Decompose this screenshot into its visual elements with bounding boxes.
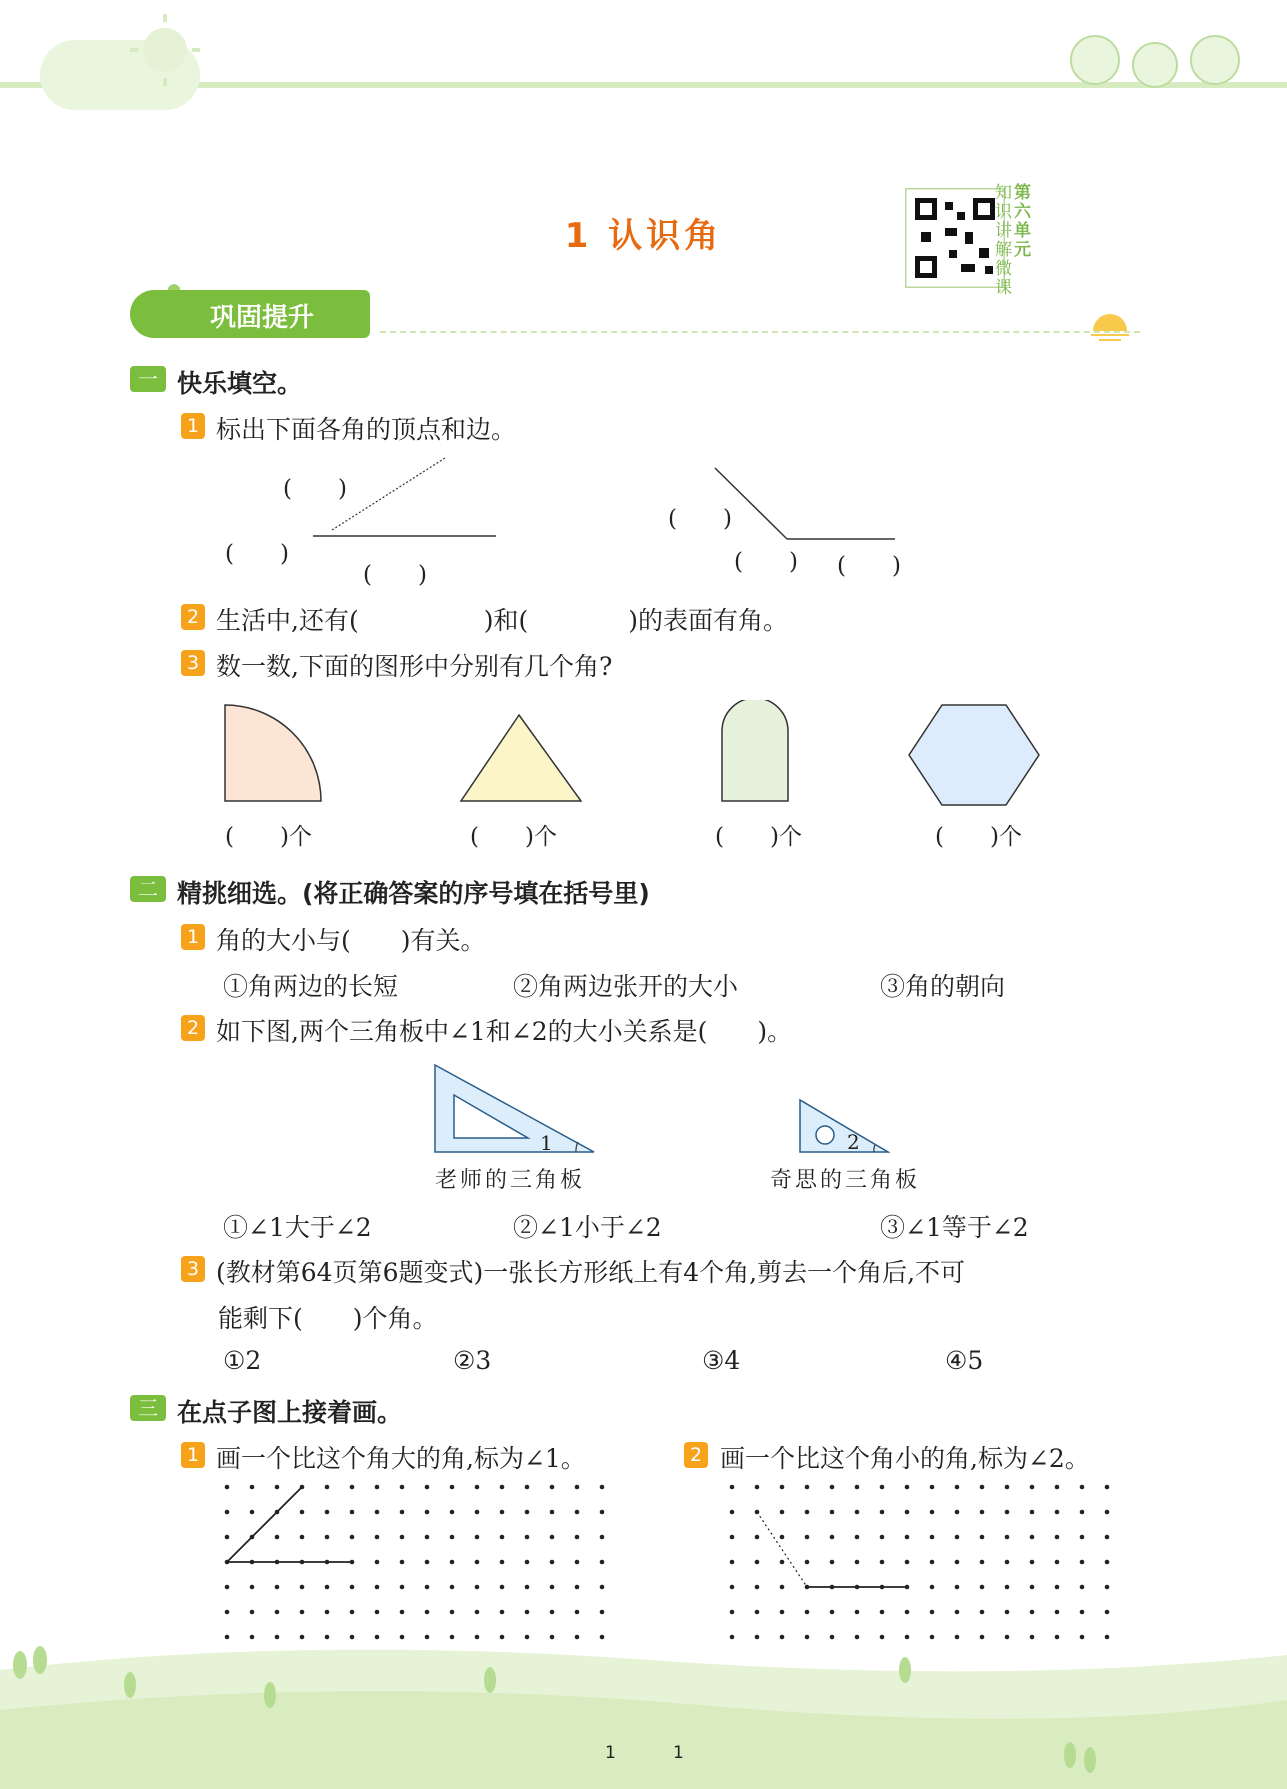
grid-dot[interactable] bbox=[1030, 1585, 1035, 1590]
grid-dot[interactable] bbox=[350, 1610, 355, 1615]
grid-dot[interactable] bbox=[780, 1585, 785, 1590]
grid-dot[interactable] bbox=[930, 1585, 935, 1590]
grid-dot[interactable] bbox=[275, 1485, 280, 1490]
question-text: (教材第64页第6题变式)一张长方形纸上有4个角,剪去一个角后,不可 bbox=[216, 1258, 966, 1287]
grid-dot[interactable] bbox=[400, 1610, 405, 1615]
grid-dot[interactable] bbox=[780, 1510, 785, 1515]
grid-dot[interactable] bbox=[730, 1510, 735, 1515]
grid-dot[interactable] bbox=[880, 1485, 885, 1490]
grid-dot[interactable] bbox=[425, 1560, 430, 1565]
grid-dot[interactable] bbox=[400, 1560, 405, 1565]
grid-dot[interactable] bbox=[755, 1535, 760, 1540]
grid-dot[interactable] bbox=[1005, 1485, 1010, 1490]
grid-dot[interactable] bbox=[600, 1535, 605, 1540]
grid-dot[interactable] bbox=[400, 1485, 405, 1490]
grid-dot[interactable] bbox=[980, 1535, 985, 1540]
angle-figure-2 bbox=[700, 460, 920, 540]
question-text: 标出下面各角的顶点和边。 bbox=[216, 415, 517, 444]
animals-icon bbox=[1060, 20, 1260, 90]
grid-dot[interactable] bbox=[905, 1610, 910, 1615]
grid-dot[interactable] bbox=[325, 1585, 330, 1590]
grid-dot[interactable] bbox=[930, 1485, 935, 1490]
grid-dot[interactable] bbox=[1055, 1585, 1060, 1590]
grid-dot[interactable] bbox=[730, 1535, 735, 1540]
grid-dot[interactable] bbox=[575, 1610, 580, 1615]
grid-dot[interactable] bbox=[425, 1585, 430, 1590]
grid-dot[interactable] bbox=[550, 1535, 555, 1540]
grid-dot[interactable] bbox=[325, 1535, 330, 1540]
grid-dot[interactable] bbox=[275, 1610, 280, 1615]
blank[interactable]: ( ) bbox=[363, 562, 427, 588]
grid-dot[interactable] bbox=[525, 1560, 530, 1565]
grid-dot[interactable] bbox=[780, 1485, 785, 1490]
grid-dot[interactable] bbox=[905, 1535, 910, 1540]
grid-dot[interactable] bbox=[1030, 1485, 1035, 1490]
page-number: 1 bbox=[605, 1743, 616, 1763]
question-text: 生活中,还有( )和( )的表面有角。 bbox=[216, 606, 788, 635]
grid-dot[interactable] bbox=[300, 1535, 305, 1540]
grid-dot[interactable] bbox=[450, 1610, 455, 1615]
grid-dot[interactable] bbox=[805, 1610, 810, 1615]
grid-dot[interactable] bbox=[550, 1610, 555, 1615]
grid-dot[interactable] bbox=[1055, 1610, 1060, 1615]
grid-dot[interactable] bbox=[1080, 1510, 1085, 1515]
qr-code-icon[interactable] bbox=[905, 188, 1005, 288]
grid-dot[interactable] bbox=[250, 1585, 255, 1590]
grid-dot[interactable] bbox=[930, 1560, 935, 1565]
page-title: 1 认识角 bbox=[564, 216, 723, 256]
blank[interactable]: ( ) bbox=[668, 506, 732, 532]
grid-dot[interactable] bbox=[600, 1610, 605, 1615]
grid-dot[interactable] bbox=[500, 1510, 505, 1515]
grid-dot[interactable] bbox=[450, 1510, 455, 1515]
grid-dot[interactable] bbox=[325, 1510, 330, 1515]
grid-dot[interactable] bbox=[855, 1485, 860, 1490]
grid-dot[interactable] bbox=[575, 1510, 580, 1515]
grid-dot[interactable] bbox=[550, 1485, 555, 1490]
grid-dot[interactable] bbox=[1080, 1610, 1085, 1615]
grid-dot[interactable] bbox=[475, 1560, 480, 1565]
grid-dot[interactable] bbox=[350, 1585, 355, 1590]
grid-dot[interactable] bbox=[525, 1510, 530, 1515]
grid-dot[interactable] bbox=[450, 1560, 455, 1565]
grid-dot[interactable] bbox=[600, 1485, 605, 1490]
grid-dot[interactable] bbox=[955, 1535, 960, 1540]
question-number: 2 bbox=[181, 604, 205, 630]
sunset-icon bbox=[1085, 305, 1135, 345]
grid-dot[interactable] bbox=[905, 1560, 910, 1565]
grid-dot[interactable] bbox=[1080, 1585, 1085, 1590]
grid-dot[interactable] bbox=[880, 1610, 885, 1615]
grid-dot[interactable] bbox=[905, 1485, 910, 1490]
grid-dot[interactable] bbox=[1030, 1610, 1035, 1615]
grid-dot[interactable] bbox=[1105, 1510, 1110, 1515]
grid-dot[interactable] bbox=[525, 1485, 530, 1490]
grid-dot[interactable] bbox=[855, 1535, 860, 1540]
option[interactable]: ③∠1等于∠2 bbox=[880, 1213, 1029, 1242]
grid-dot[interactable] bbox=[375, 1585, 380, 1590]
grid-dot[interactable] bbox=[780, 1560, 785, 1565]
grid-dot[interactable] bbox=[1105, 1560, 1110, 1565]
grid-dot[interactable] bbox=[780, 1535, 785, 1540]
grid-dot[interactable] bbox=[1030, 1535, 1035, 1540]
section-badge: 二 bbox=[130, 876, 166, 902]
grid-dot[interactable] bbox=[600, 1510, 605, 1515]
grid-dot[interactable] bbox=[375, 1510, 380, 1515]
grid-dot[interactable] bbox=[830, 1610, 835, 1615]
blank[interactable]: ( ) bbox=[283, 476, 347, 502]
grid-dot[interactable] bbox=[955, 1610, 960, 1615]
grid-dot[interactable] bbox=[275, 1535, 280, 1540]
grid-dot[interactable] bbox=[525, 1535, 530, 1540]
grid-dot[interactable] bbox=[350, 1535, 355, 1540]
grid-dot[interactable] bbox=[930, 1610, 935, 1615]
grid-dot[interactable] bbox=[730, 1610, 735, 1615]
angle-figure-1 bbox=[200, 450, 520, 590]
grid-dot[interactable] bbox=[805, 1485, 810, 1490]
grid-dot[interactable] bbox=[250, 1485, 255, 1490]
grid-dot[interactable] bbox=[855, 1510, 860, 1515]
grid-dot[interactable] bbox=[375, 1560, 380, 1565]
grid-dot[interactable] bbox=[500, 1610, 505, 1615]
grid-dot[interactable] bbox=[805, 1560, 810, 1565]
grid-dot[interactable] bbox=[250, 1510, 255, 1515]
question-text: 画一个比这个角大的角,标为∠1。 bbox=[216, 1444, 586, 1473]
grid-dot[interactable] bbox=[300, 1510, 305, 1515]
grid-dot[interactable] bbox=[225, 1535, 230, 1540]
section-badge: 一 bbox=[130, 366, 166, 392]
grid-dot[interactable] bbox=[1055, 1485, 1060, 1490]
caption: 奇思的三角板 bbox=[770, 1168, 921, 1193]
grid-dot[interactable] bbox=[475, 1510, 480, 1515]
grid-dot[interactable] bbox=[955, 1485, 960, 1490]
teacher-set-square bbox=[430, 1060, 600, 1155]
grid-dot[interactable] bbox=[500, 1585, 505, 1590]
grid-dot[interactable] bbox=[375, 1535, 380, 1540]
grid-dot[interactable] bbox=[350, 1485, 355, 1490]
grid-dot[interactable] bbox=[855, 1560, 860, 1565]
grid-dot[interactable] bbox=[400, 1535, 405, 1540]
grid-dot[interactable] bbox=[805, 1510, 810, 1515]
question-number: 3 bbox=[181, 1256, 205, 1282]
grid-dot[interactable] bbox=[225, 1485, 230, 1490]
grid-dot[interactable] bbox=[300, 1610, 305, 1615]
caption: 老师的三角板 bbox=[435, 1168, 586, 1193]
question-text: 角的大小与( )有关。 bbox=[216, 926, 486, 955]
grid-dot[interactable] bbox=[425, 1485, 430, 1490]
grid-dot[interactable] bbox=[400, 1585, 405, 1590]
grid-dot[interactable] bbox=[500, 1485, 505, 1490]
grid-dot[interactable] bbox=[780, 1610, 785, 1615]
grid-dot[interactable] bbox=[550, 1560, 555, 1565]
grid-dot[interactable] bbox=[500, 1560, 505, 1565]
question-text-cont: 能剩下( )个角。 bbox=[218, 1304, 438, 1333]
grid-dot[interactable] bbox=[1105, 1585, 1110, 1590]
grid-dot[interactable] bbox=[225, 1610, 230, 1615]
grid-dot[interactable] bbox=[805, 1535, 810, 1540]
grid-dot[interactable] bbox=[325, 1485, 330, 1490]
grid-dot[interactable] bbox=[475, 1585, 480, 1590]
grid-dot[interactable] bbox=[1005, 1535, 1010, 1540]
grid-dot[interactable] bbox=[830, 1510, 835, 1515]
grid-dot[interactable] bbox=[730, 1560, 735, 1565]
grid-dot[interactable] bbox=[980, 1560, 985, 1565]
grid-dot[interactable] bbox=[980, 1485, 985, 1490]
section-badge: 三 bbox=[130, 1395, 166, 1421]
grid-dot[interactable] bbox=[575, 1485, 580, 1490]
question-text: 数一数,下面的图形中分别有几个角? bbox=[216, 652, 613, 681]
grid-dot[interactable] bbox=[525, 1610, 530, 1615]
grid-dot[interactable] bbox=[1005, 1610, 1010, 1615]
option[interactable]: ②∠1小于∠2 bbox=[513, 1213, 662, 1242]
section-title: 精挑细选。(将正确答案的序号填在括号里) bbox=[177, 879, 650, 908]
blank-count[interactable]: ( )个 bbox=[715, 824, 802, 850]
grid-dot[interactable] bbox=[600, 1560, 605, 1565]
grid-dot[interactable] bbox=[1005, 1560, 1010, 1565]
qisi-set-square bbox=[795, 1095, 895, 1155]
qr-caption: 知识讲解微课 bbox=[995, 183, 1012, 298]
grid-dot[interactable] bbox=[1005, 1510, 1010, 1515]
option[interactable]: ①∠1大于∠2 bbox=[223, 1213, 372, 1242]
grid-dot[interactable] bbox=[1080, 1560, 1085, 1565]
banner-label: 巩固提升 bbox=[210, 303, 315, 333]
grid-dot[interactable] bbox=[575, 1585, 580, 1590]
angle-label: 1 bbox=[540, 1131, 553, 1155]
grid-dot[interactable] bbox=[955, 1560, 960, 1565]
grid-dot[interactable] bbox=[1055, 1560, 1060, 1565]
question-number: 3 bbox=[181, 650, 205, 676]
question-number: 1 bbox=[181, 924, 205, 950]
grid-dot[interactable] bbox=[475, 1485, 480, 1490]
blank[interactable]: ( ) bbox=[734, 549, 798, 575]
grid-dot[interactable] bbox=[830, 1485, 835, 1490]
grid-dot[interactable] bbox=[375, 1610, 380, 1615]
grid-dot[interactable] bbox=[830, 1535, 835, 1540]
option[interactable]: ③4 bbox=[702, 1346, 741, 1375]
grid-dot[interactable] bbox=[755, 1585, 760, 1590]
grid-dot[interactable] bbox=[425, 1535, 430, 1540]
grid-dot[interactable] bbox=[1030, 1510, 1035, 1515]
option[interactable]: ①2 bbox=[223, 1346, 262, 1375]
grid-dot[interactable] bbox=[475, 1610, 480, 1615]
section-title: 在点子图上接着画。 bbox=[177, 1398, 403, 1427]
grid-dot[interactable] bbox=[500, 1535, 505, 1540]
grid-dot[interactable] bbox=[375, 1485, 380, 1490]
unit-label: 第六单元 bbox=[1014, 183, 1031, 260]
grid-dot[interactable] bbox=[1105, 1610, 1110, 1615]
grid-dot[interactable] bbox=[275, 1585, 280, 1590]
grid-dot[interactable] bbox=[980, 1510, 985, 1515]
grid-dot[interactable] bbox=[880, 1510, 885, 1515]
grid-dot[interactable] bbox=[755, 1610, 760, 1615]
grid-dot[interactable] bbox=[930, 1535, 935, 1540]
grid-dot[interactable] bbox=[475, 1535, 480, 1540]
grid-dot[interactable] bbox=[450, 1535, 455, 1540]
grid-dot[interactable] bbox=[955, 1585, 960, 1590]
grid-dot[interactable] bbox=[575, 1560, 580, 1565]
blank-count[interactable]: ( )个 bbox=[225, 824, 312, 850]
grid-dot[interactable] bbox=[730, 1585, 735, 1590]
page-number: 1 bbox=[673, 1743, 684, 1763]
grid-dot[interactable] bbox=[980, 1610, 985, 1615]
question-number: 1 bbox=[181, 413, 205, 439]
question-text: 如下图,两个三角板中∠1和∠2的大小关系是( )。 bbox=[216, 1017, 793, 1046]
question-number: 2 bbox=[684, 1442, 708, 1468]
option[interactable]: ②3 bbox=[453, 1346, 492, 1375]
option[interactable]: ①角两边的长短 bbox=[223, 972, 399, 1001]
landscape-decoration bbox=[0, 1615, 1287, 1789]
grid-dot[interactable] bbox=[400, 1510, 405, 1515]
blank-count[interactable]: ( )个 bbox=[470, 824, 557, 850]
sun-icon bbox=[120, 10, 210, 90]
grid-dot[interactable] bbox=[980, 1585, 985, 1590]
section-title: 快乐填空。 bbox=[177, 369, 303, 398]
option[interactable]: ④5 bbox=[945, 1346, 984, 1375]
question-number: 1 bbox=[181, 1442, 205, 1468]
grid-dot[interactable] bbox=[550, 1510, 555, 1515]
grid-dot[interactable] bbox=[1005, 1585, 1010, 1590]
grid-dot[interactable] bbox=[955, 1510, 960, 1515]
divider bbox=[380, 331, 1140, 333]
grid-dot[interactable] bbox=[575, 1535, 580, 1540]
grid-dot[interactable] bbox=[250, 1610, 255, 1615]
grid-dot[interactable] bbox=[225, 1510, 230, 1515]
question-text: 画一个比这个角小的角,标为∠2。 bbox=[720, 1444, 1090, 1473]
grid-dot[interactable] bbox=[1105, 1485, 1110, 1490]
grid-dot[interactable] bbox=[550, 1585, 555, 1590]
blank[interactable]: ( ) bbox=[225, 541, 289, 567]
grid-dot[interactable] bbox=[225, 1585, 230, 1590]
grid-dot[interactable] bbox=[880, 1560, 885, 1565]
grid-dot[interactable] bbox=[450, 1585, 455, 1590]
grid-dot[interactable] bbox=[1030, 1560, 1035, 1565]
grid-dot[interactable] bbox=[755, 1485, 760, 1490]
question-number: 2 bbox=[181, 1015, 205, 1041]
grid-dot[interactable] bbox=[930, 1510, 935, 1515]
option[interactable]: ③角的朝向 bbox=[880, 972, 1006, 1001]
grid-dot[interactable] bbox=[830, 1560, 835, 1565]
grid-dot[interactable] bbox=[730, 1485, 735, 1490]
angle-label: 2 bbox=[847, 1130, 860, 1154]
grid-dot[interactable] bbox=[525, 1585, 530, 1590]
grid-dot[interactable] bbox=[325, 1610, 330, 1615]
blank[interactable]: ( ) bbox=[837, 553, 901, 579]
grid-dot[interactable] bbox=[450, 1485, 455, 1490]
grid-dot[interactable] bbox=[425, 1510, 430, 1515]
grid-dot[interactable] bbox=[1080, 1535, 1085, 1540]
grid-dot[interactable] bbox=[1055, 1510, 1060, 1515]
option[interactable]: ②角两边张开的大小 bbox=[513, 972, 739, 1001]
grid-dot[interactable] bbox=[1055, 1535, 1060, 1540]
blank-count[interactable]: ( )个 bbox=[935, 824, 1022, 850]
grid-dot[interactable] bbox=[600, 1585, 605, 1590]
grid-dot[interactable] bbox=[425, 1610, 430, 1615]
grid-dot[interactable] bbox=[880, 1535, 885, 1540]
grid-dot[interactable] bbox=[300, 1585, 305, 1590]
grid-dot[interactable] bbox=[755, 1560, 760, 1565]
grid-dot[interactable] bbox=[350, 1510, 355, 1515]
grid-dot[interactable] bbox=[905, 1510, 910, 1515]
grid-dot[interactable] bbox=[855, 1610, 860, 1615]
grid-dot[interactable] bbox=[1080, 1485, 1085, 1490]
shapes-figure bbox=[215, 700, 1065, 810]
grid-dot[interactable] bbox=[1105, 1535, 1110, 1540]
